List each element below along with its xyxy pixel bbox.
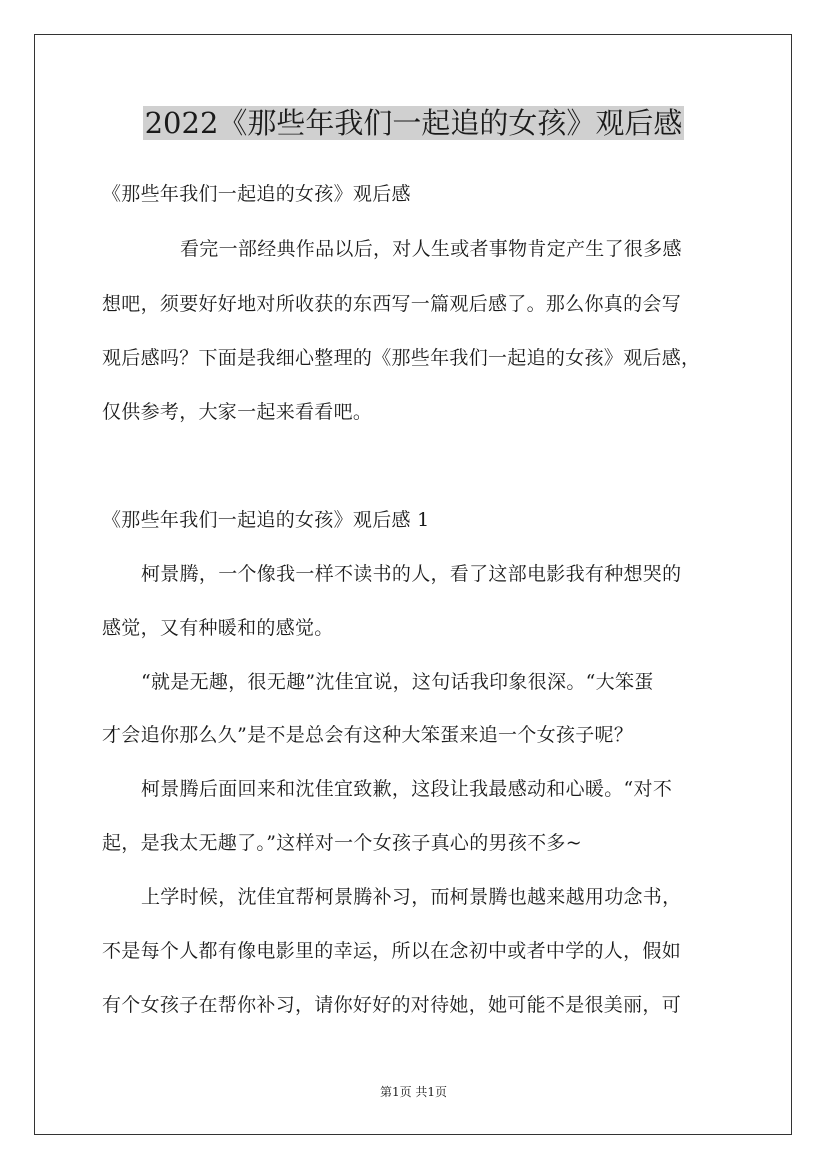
- paragraph-line: 想吧，须要好好地对所收获的东西写一篇观后感了。那么你真的会写: [102, 293, 682, 315]
- paragraph-line: 感觉，又有种暖和的感觉。: [102, 617, 334, 639]
- paragraph-line: 观后感吗？下面是我细心整理的《那些年我们一起追的女孩》观后感，: [102, 347, 701, 369]
- document-title: [0, 103, 827, 143]
- paragraph-line: 柯景腾，一个像我一样不读书的人，看了这部电影我有种想哭的: [141, 563, 682, 585]
- page-footer: 第1页 共1页: [379, 1085, 448, 1099]
- paragraph-line: 柯景腾后面回来和沈佳宜致歉，这段让我最感动和心暖。“对不: [141, 778, 673, 800]
- paragraph-line: 起，是我太无趣了。”这样对一个女孩子真心的男孩不多~: [102, 832, 582, 854]
- paragraph-line: 看完一部经典作品以后，对人生或者事物肯定产生了很多感: [180, 238, 682, 260]
- subtitle: 《那些年我们一起追的女孩》观后感: [102, 183, 411, 205]
- paragraph-line: 仅供参考，大家一起来看看吧。: [102, 401, 373, 423]
- paragraph-line: 有个女孩子在帮你补习，请你好好的对待她，她可能不是很美丽，可: [102, 994, 682, 1016]
- paragraph-line: 才会追你那么久”是不是总会有这种大笨蛋来追一个女孩子呢？: [102, 724, 634, 746]
- paragraph-line: “就是无趣，很无趣”沈佳宜说，这句话我印象很深。“大笨蛋: [141, 671, 654, 693]
- title-text: 2022《那些年我们一起追的女孩》观后感: [144, 106, 683, 140]
- paragraph-line: 不是每个人都有像电影里的幸运，所以在念初中或者中学的人，假如: [102, 940, 682, 962]
- section-heading: 《那些年我们一起追的女孩》观后感 1: [102, 509, 430, 531]
- paragraph-line: 上学时候，沈佳宜帮柯景腾补习，而柯景腾也越来越用功念书，: [141, 886, 682, 908]
